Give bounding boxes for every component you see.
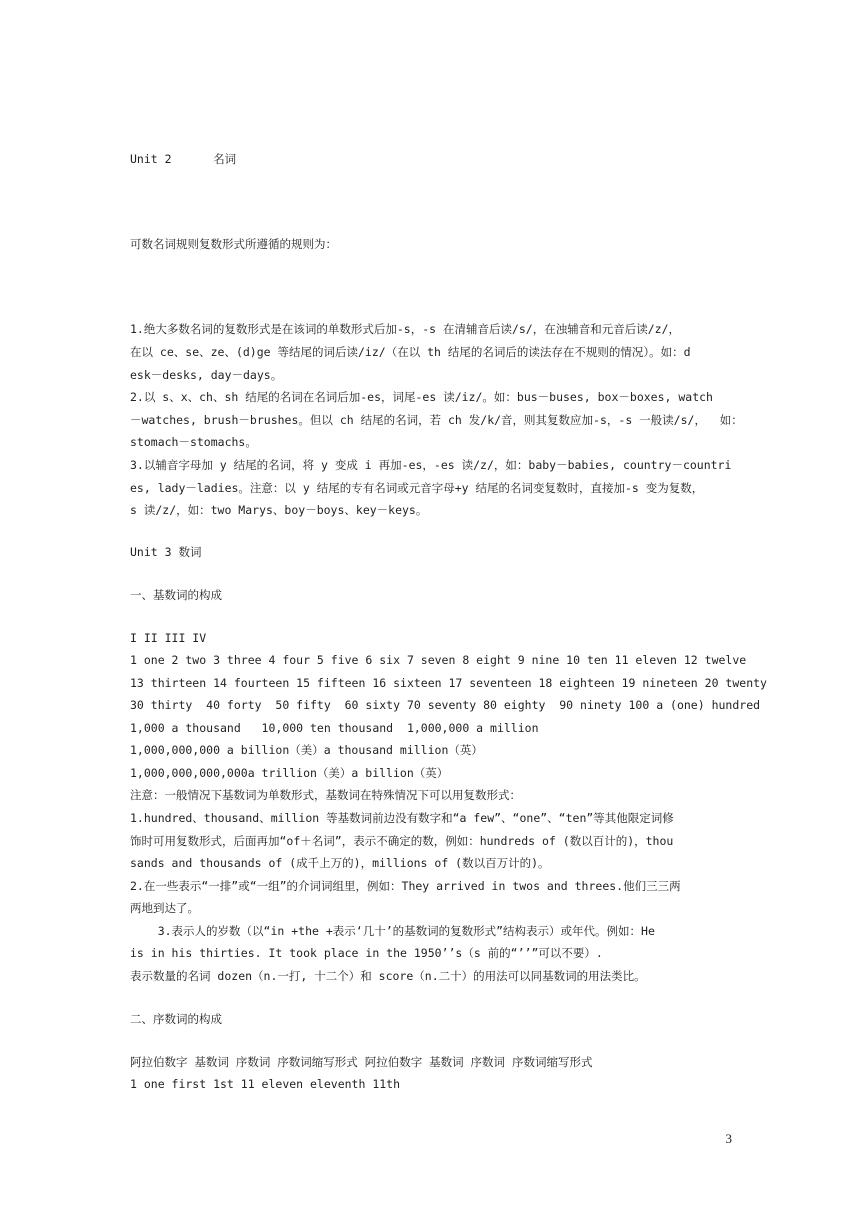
cardinal-line: 两地到达了。 (130, 901, 199, 915)
rule-line: 3.以辅音字母加 y 结尾的名词，将 y 变成 i 再加-es，-es 读/z/，如：baby－babies, country－countri (130, 458, 732, 472)
cardinal-line: 1 one 2 two 3 three 4 four 5 five 6 six 7 seven 8 eight 9 nine 10 ten 11 eleven 12 twelve (130, 653, 747, 667)
cardinal-line: 饰时可用复数形式，后面再加“of＋名词”，表示不确定的数，例如：hundreds of (数以百计的)，thou (130, 834, 674, 848)
cardinal-line: 1,000,000,000,000a trillion（美）a billion（英） (130, 766, 449, 780)
cardinal-line: 1,000,000,000 a billion（美）a thousand million（英） (130, 743, 483, 757)
cardinal-line: I II III IV (130, 631, 207, 645)
rule-line: es, lady－ladies。注意：以 y 结尾的专有名词或元音字母+y 结尾的名词变复数时，直接加-s 变为复数， (130, 481, 704, 495)
cardinal-line: 1,000 a thousand 10,000 ten thousand 1,000,000 a million (130, 721, 539, 735)
rule-line: 1.绝大多数名词的复数形式是在该词的单数形式后加-s，-s 在清辅音后读/s/，在浊辅音和元音后读/z/， (130, 322, 681, 336)
rule-line: esk－desks, day－days。 (130, 368, 283, 382)
rule-line: 在以 ce、se、ze、(d)ge 等结尾的词后读/iz/（在以 th 结尾的名词后的读法存在不规则的情况）。如：d (130, 345, 691, 359)
cardinal-line: 1.hundred、thousand、million 等基数词前边没有数字和“a few”、“one”、“ten”等其他限定词修 (130, 811, 674, 825)
ordinal-line: 1 one first 1st 11 eleven eleventh 11th (130, 1077, 401, 1091)
ordinal-line: 阿拉伯数字 基数词 序数词 序数词缩写形式 阿拉伯数字 基数词 序数词 序数词缩写形式 (130, 1055, 593, 1069)
plural-rules-intro: 可数名词规则复数形式所遵循的规则为： (130, 237, 337, 251)
rule-line: 2.以 s、x、ch、sh 结尾的名词在名词后加-es，词尾-es 读/iz/。如：bus－buses, box－boxes, watch (130, 390, 713, 404)
cardinal-line: 2.在一些表示“一排”或“一组”的介词词组里，例如：They arrived in twos and threes.他们三三两 (130, 879, 681, 893)
unit3-heading: Unit 3 数词 (130, 545, 202, 559)
section-heading-cardinal: 一、基数词的构成 (130, 588, 222, 602)
rule-line: s 读/z/，如：two Marys、boy－boys、key－keys。 (130, 503, 428, 517)
cardinal-line: 3.表示人的岁数（以“in +the +表示‘几十’的基数词的复数形式”结构表示）或年代。例如：He (130, 924, 655, 938)
cardinal-line: 注意：一般情况下基数词为单数形式，基数词在特殊情况下可以用复数形式： (130, 788, 521, 802)
rule-line: －watches, brush－brushes。但以 ch 结尾的名词，若 ch 发/k/音，则其复数应加-s，-s 一般读/s/， 如： (130, 413, 743, 427)
page-number: 3 (725, 1131, 732, 1146)
section-heading-ordinal: 二、序数词的构成 (130, 1012, 222, 1026)
cardinal-line: 13 thirteen 14 fourteen 15 fifteen 16 sixteen 17 seventeen 18 eighteen 19 nineteen 20 twenty (130, 676, 767, 690)
cardinal-line: sands and thousands of (成千上万的)，millions of (数以百万计的)。 (130, 856, 550, 870)
rule-line: stomach－stomachs。 (130, 435, 257, 449)
cardinal-line: 30 thirty 40 forty 50 fifty 60 sixty 70 seventy 80 eighty 90 ninety 100 a (one) hundred (130, 698, 761, 712)
cardinal-line: is in his thirties. It took place in the 1950’’s（s 前的“’’”可以不要）. (130, 946, 603, 960)
cardinal-line: 表示数量的名词 dozen（n.一打, 十二个）和 score（n.二十）的用法可以同基数词的用法类比。 (130, 969, 646, 983)
unit2-heading: Unit 2 名词 (130, 152, 237, 166)
